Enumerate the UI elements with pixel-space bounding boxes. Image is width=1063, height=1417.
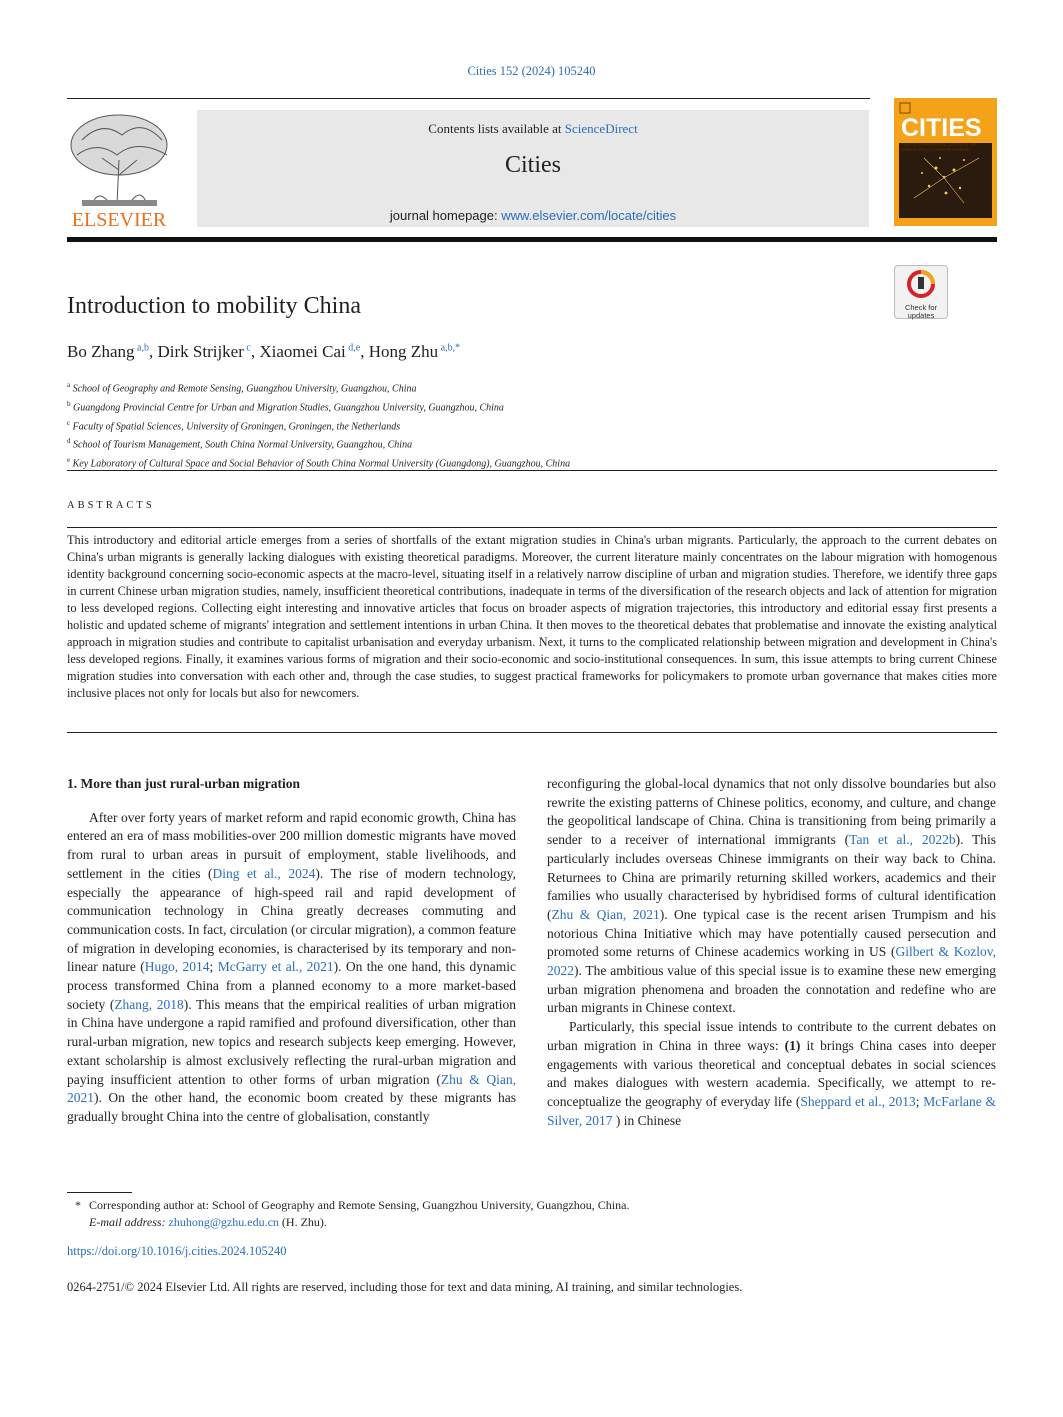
author-affiliation-marker[interactable]: a,b,* — [438, 342, 461, 354]
homepage-prefix: journal homepage: — [389, 208, 502, 223]
cover-title: CITIES — [901, 114, 982, 142]
corresponding-author-text: Corresponding author at: School of Geography and Remote Sensing, Guangzhou University, Guangzhou, China. — [89, 1198, 630, 1212]
abstract-bottom-rule — [67, 732, 997, 733]
affiliation-key: d — [67, 437, 71, 446]
cover-subtitle: THE INTERNATIONAL JOURNAL OF URBAN POLICY AND PLANNING — [901, 142, 977, 152]
affiliation-rule — [67, 470, 997, 471]
author-affiliation-marker[interactable]: a,b — [134, 342, 149, 354]
affiliation-list — [67, 378, 570, 472]
author-affiliation-marker[interactable]: d,e — [345, 342, 361, 354]
affiliation-item — [67, 378, 570, 397]
body-column-left — [67, 775, 516, 1127]
author-name: Xiaomei Cai — [259, 342, 346, 361]
check-updates-line1: Check for — [904, 303, 938, 312]
citation-link[interactable]: Zhu & Qian, 2021 — [67, 1071, 517, 1106]
journal-header-box — [197, 110, 869, 227]
footnote-rule — [67, 1192, 132, 1193]
journal-citation[interactable]: Cities 152 (2024) 105240 — [467, 64, 596, 78]
citation-link[interactable]: Gilbert & Kozlov, 2022 — [547, 944, 996, 979]
citation-link[interactable]: Zhang, 2018 — [114, 996, 184, 1012]
abstract-heading: ABSTRACTS — [67, 500, 155, 511]
author-name: Hong Zhu — [368, 342, 439, 361]
affiliation-item — [67, 434, 570, 453]
publisher-name: ELSEVIER — [71, 209, 167, 230]
header-thick-rule — [67, 237, 997, 242]
citation-link[interactable]: Ding et al., 2024 — [212, 865, 316, 881]
abstract-top-rule — [67, 527, 997, 528]
abstract-text: This introductory and editorial article emerges from a series of shortfalls of the extant migration studies in China's urban migrants. Particularly, the approach to the current debates on China's urban migrants is generally lacking dialogues with existing theoretical paradigms. Moreover, the current literature mainly concentrates on the labour migration with homogenous identity background concerning socio-economic aspects at the macro-level, situating itself in a relatively narrow discipline of urban and migration studies. Therefore, we identify three gaps in current Chinese urban migration studies, namely, insufficient theoretical contributions, inadequate in terms of the diversification of the research objects and lack of attention for migration to less developed regions. Collecting eight interesting and innovative articles that focus on broader aspects of migration trajectories, this introductory and editorial essay first presents a holistic and updated scheme of migrants' integration and settlement intentions in urban China. It then moves to the theoretical debates that problematise and innovate the existing analytical approach in migration studies and contribute to capitalist urbanisation and everyday urbanism. Next, it turns to the complicated relationship between migration and development in China's less developed regions. Finally, it examines various forms of migration and their socio-economic and socio-institutional consequences. In sum, this issue attempts to bring current Chinese migration studies into conversation with each other and, through the case studies, to suggest practical frameworks for policymakers to promote urban governance that makes cities more inclusive places not only for locals but also for newcomers. — [67, 533, 997, 700]
corresponding-footnote — [67, 1197, 629, 1231]
body-paragraph: reconfiguring the global-local dynamics that not only dissolve boundaries but also rewrite the existing patterns of Chinese politics, economy, and culture, and change the geopolitical landscape of China. China is transitioning from being primarily a sender to a receiver of international immigrants (Tan et al., 2022b). This particularly includes overseas Chinese immigrants on their way back to China. Returnees to China are primarily returning skilled workers, academics and their families who usually characterised by hybridised forms of cultural identification (Zhu & Qian, 2021). One typical case is the recent arisen Trumpism and his notorious China Initiative which may have potentially caused persecution and promoted some returns of Chinese academics working in US (Gilbert & Kozlov, 2022). The ambitious value of this special issue is to examine these new emerging urban migration phenomena and broaden the connotation and redefine who are urban migrants in Chinese context. — [547, 776, 996, 1016]
journal-cover[interactable] — [894, 98, 997, 226]
sciencedirect-link[interactable]: ScienceDirect — [564, 121, 638, 136]
affiliation-key: c — [67, 418, 71, 427]
affiliation-key: b — [67, 399, 71, 408]
homepage-link[interactable]: www.elsevier.com/locate/cities — [501, 208, 677, 223]
bold-marker: (1) — [784, 1037, 801, 1053]
email-line — [67, 1214, 629, 1231]
homepage-line — [197, 208, 869, 223]
elsevier-tree-icon — [62, 110, 177, 230]
copyright-notice: 0264-2751/© 2024 Elsevier Ltd. All rights are reserved, including those for text and data mining, AI training, and similar technologies. — [67, 1280, 743, 1294]
affiliation-text: School of Tourism Management, South China Normal University, Guangzhou, China — [70, 439, 413, 451]
affiliation-text: School of Geography and Remote Sensing, Guangzhou University, Guangzhou, China — [70, 383, 417, 395]
citation-link[interactable]: Tan et al., 2022b — [849, 832, 956, 848]
check-updates-line2: updates — [907, 311, 935, 320]
footnote-marker: * — [75, 1198, 81, 1212]
body-column-right — [547, 775, 996, 1130]
citation-link[interactable]: Zhu & Qian, 2021 — [551, 906, 660, 922]
affiliation-item — [67, 397, 570, 416]
affiliation-key: e — [67, 456, 71, 465]
body-paragraph: Particularly, this special issue intends to contribute to the current debates on urban migration in China in three ways: (1) it brings China cases into deeper engagements with various theoretical and conceptual debates in social sciences and makes dialogues with western academia. Specifically, we attempt to re-conceptualize the geography of everyday life (Sheppard et al., 2013; McFarlane & Silver, 2017 ) in Chinese — [547, 1019, 996, 1128]
affiliation-text: Faculty of Spatial Sciences, University of Groningen, Groningen, the Netherlands — [70, 420, 401, 432]
header-rule — [67, 98, 870, 99]
email-suffix: (H. Zhu). — [278, 1215, 327, 1229]
doi-link[interactable]: https://doi.org/10.1016/j.cities.2024.105240 — [67, 1244, 287, 1258]
article-title: Introduction to mobility China — [67, 293, 361, 319]
affiliation-item — [67, 416, 570, 435]
contents-line — [197, 121, 869, 137]
citation-link[interactable]: McFarlane & Silver, 2017 — [547, 1093, 996, 1128]
author-name: Bo Zhang — [67, 342, 135, 361]
check-updates-icon — [906, 269, 936, 299]
check-for-updates-button[interactable] — [894, 265, 948, 319]
email-link[interactable]: zhuhong@gzhu.edu.cn — [168, 1215, 279, 1229]
email-label: E-mail address: — [89, 1215, 169, 1229]
citation-link[interactable]: Hugo, 2014 — [144, 959, 210, 975]
affiliation-key: a — [67, 381, 71, 389]
contents-prefix: Contents lists available at — [428, 121, 565, 136]
affiliation-text: Guangdong Provincial Centre for Urban and Migration Studies, Guangzhou University, Guangzhou, China — [70, 402, 504, 414]
body-paragraph: After over forty years of market reform and rapid economic growth, China has entered an era of mass mobilities-over 200 million domestic migrants have moved from rural to urban areas in pursuit of employment, stable livelihoods, and settlement in the cities (Ding et al., 2024). The rise of modern technology, especially the appearance of high-speed rail and rapid development of communication technology in China greatly decreases commuting and communication costs. In fact, circulation (or circular migration), a common feature of migration in developing economies, is characterised by its temporary and non-linear nature (Hugo, 2014; McGarry et al., 2021). On the one hand, this dynamic process transformed China from a planned economy to a more market-based society (Zhang, 2018). This means that the empirical realities of urban migration in China have undergone a rapid ramified and profound diversification, other than rural-urban migration, new topics and research subjects keep emerging. However, extant scholarship is almost exclusively reflecting the rural-urban migration and paying insufficient attention to other forms of urban migration (Zhu & Qian, 2021). On the other hand, the economic boom created by these migrants has gradually brought China into the centre of globalisation, constantly — [67, 809, 517, 1124]
citation-link[interactable]: McGarry et al., 2021 — [217, 959, 334, 975]
author-affiliation-marker[interactable]: c — [243, 342, 251, 354]
elsevier-logo[interactable] — [62, 110, 177, 230]
corresponding-author-line — [67, 1197, 629, 1214]
journal-title: Cities — [504, 152, 561, 178]
check-updates-label — [895, 304, 947, 320]
citation-link[interactable]: Sheppard et al., 2013 — [800, 1093, 916, 1109]
affiliation-text: Key Laboratory of Cultural Space and Social Behavior of South China Normal University (Guangdong), Guangzhou, China — [70, 458, 571, 470]
author-list: Bo Zhang $^{a,b}$, Dirk Strijker $^c$, Xiaomei Cai $^{d,e}$, Hong Zhu $^{a,b,*}$ — [67, 342, 461, 361]
author-name: Dirk Strijker — [157, 342, 244, 361]
section-heading: 1. More than just rural-urban migration — [67, 776, 300, 791]
